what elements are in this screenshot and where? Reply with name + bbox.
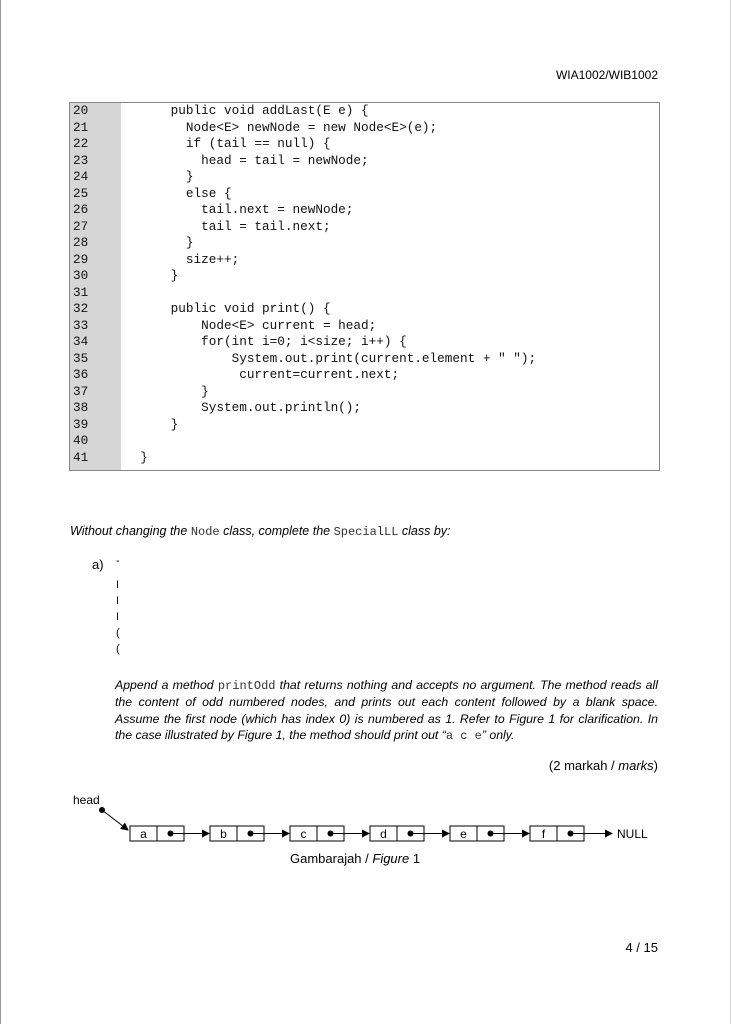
marks-suffix: ) [653,758,658,773]
question-label: a) [92,557,104,572]
line-number: 40 [73,433,89,448]
node-class-name: Node [190,525,220,539]
clipped-fragment: ( [116,643,120,655]
caption-italic: Figure [372,851,410,866]
node-value: a [140,827,147,841]
line-number: 20 [73,103,89,118]
line-number: 37 [73,383,89,399]
question-text-part-2: that returns nothing and accepts no argument. The method reads all the content of odd numbered nodes, and prints out each content followed by a blank space. Assume the first node (which has index 0) is numbered as 1. Refer to Figure 1 for clarification. In the case illustrated by Figure 1, the method should print out “ [115,678,658,742]
code-line: } [125,235,194,250]
next-pointer-dot [328,831,334,837]
code-line: } [125,268,179,283]
code-line: Node<E> newNode = new Node<E>(e); [125,119,438,135]
marks-italic: marks [618,758,654,773]
next-pointer-dot [408,831,414,837]
line-number: 36 [73,367,89,382]
line-number: 30 [73,268,89,283]
code-line: for(int i=0; i<size; i++) { [125,334,407,349]
code-line: public void addLast(E e) { [125,103,369,118]
course-code: WIA1002/WIB1002 [555,68,658,82]
code-line: } [125,383,209,399]
output-example: a c e [445,728,482,743]
line-number: 41 [73,449,89,465]
node-value: b [220,827,227,841]
question-text-part-1: Append a method [115,678,218,692]
instruction-part-1: Without changing the [70,524,191,538]
node-value: f [541,827,546,841]
code-line: public void print() { [125,301,331,316]
list-node [530,826,612,841]
code-lines [125,103,536,466]
next-pointer-dot [488,831,494,837]
code-line: tail = tail.next; [125,218,331,234]
list-node [450,826,529,841]
clipped-fragment: I [116,611,120,623]
line-number: 26 [73,202,89,217]
line-numbers [73,103,103,466]
page-number: 4 / 15 [625,940,658,955]
instruction-part-3: class by: [398,524,451,538]
line-number: 21 [73,119,89,135]
line-number: 28 [73,235,89,250]
line-number: 35 [73,350,89,366]
caption-suffix: 1 [409,851,421,866]
head-label: head [73,793,100,807]
next-pointer-dot [568,831,574,837]
node-value: c [300,827,307,841]
instruction-part-2: class, complete the [219,524,334,538]
line-number: 39 [73,416,89,432]
linked-list-figure [60,785,680,847]
code-line: System.out.println(); [125,400,362,415]
code-line: current=current.next; [125,367,400,382]
caption-prefix: Gambarajah / [290,851,373,866]
code-line: } [125,449,148,465]
code-line: System.out.print(current.element + " "); [125,350,537,366]
line-number: 24 [73,169,89,184]
code-line: if (tail == null) { [125,136,331,151]
line-number: 25 [73,185,89,201]
list-node [130,826,209,841]
code-listing [69,102,660,471]
method-name: printOdd [217,679,276,693]
instruction-text [70,524,451,539]
code-line: } [125,416,179,432]
speciallll-class-name: SpecialLL [333,525,399,539]
marks-label [480,758,658,773]
question-text-part-3: ” only. [481,727,515,742]
question-text [115,677,658,744]
clipped-fragment: ( [116,627,120,639]
list-nodes [130,826,612,841]
code-line [125,285,536,302]
code-line: Node<E> current = head; [125,317,377,333]
code-line: head = tail = newNode; [125,152,369,168]
page-left-edge [0,0,1,1024]
next-pointer-dot [248,831,254,837]
line-number: 32 [73,301,89,316]
line-number: 31 [73,284,89,300]
list-node [290,826,369,841]
clipped-fragment: - [116,555,120,567]
head-arrow [102,810,128,830]
figure-caption [290,851,420,866]
null-label: NULL [617,827,648,841]
line-number: 22 [73,136,89,151]
line-number: 27 [73,218,89,234]
clipped-fragment: I [116,595,120,607]
code-line: tail.next = newNode; [125,202,354,217]
line-number: 34 [73,334,89,349]
line-number: 23 [73,152,89,168]
code-line: } [125,169,194,184]
code-line: size++; [125,251,240,267]
node-value: d [380,827,387,841]
list-node [370,826,449,841]
clipped-fragment: I [116,579,120,591]
line-number: 33 [73,317,89,333]
code-line: else { [125,185,232,201]
next-pointer-dot [168,831,174,837]
code-line [125,433,536,450]
line-number: 29 [73,251,89,267]
line-number: 38 [73,400,89,415]
marks-prefix: (2 markah / [548,758,619,773]
node-value: e [460,827,467,841]
list-node [210,826,289,841]
